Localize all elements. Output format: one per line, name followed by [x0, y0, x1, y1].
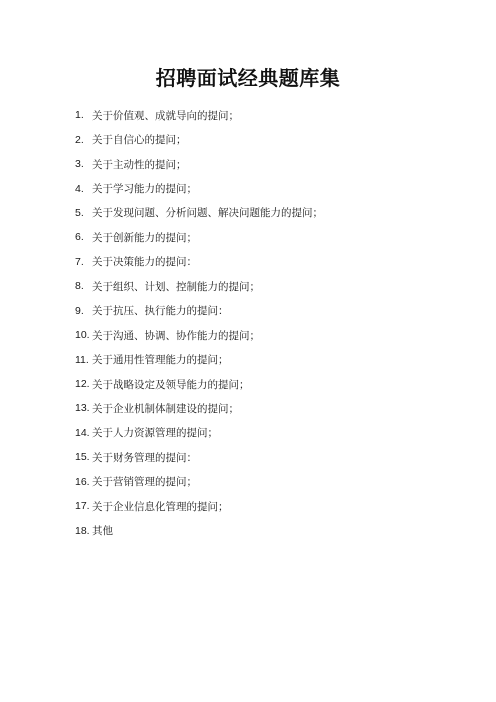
list-item	[75, 299, 455, 323]
item-text: 关于人力资源管理的提问；	[92, 427, 218, 440]
list-item	[75, 176, 455, 200]
item-number: 15.	[75, 451, 90, 464]
item-text: 其他	[92, 525, 113, 538]
item-number: 17.	[75, 500, 90, 513]
item-text: 关于抗压、执行能力的提问：	[92, 305, 229, 318]
item-number: 1.	[75, 109, 84, 122]
item-text: 关于组织、计划、控制能力的提问；	[92, 280, 260, 293]
item-text: 关于自信心的提问；	[92, 134, 187, 147]
item-text: 关于价值观、成就导向的提问；	[92, 109, 239, 122]
item-text: 关于企业信息化管理的提问；	[92, 500, 229, 513]
list-item	[75, 518, 455, 542]
list-item	[75, 494, 455, 518]
list-item	[75, 127, 455, 151]
item-number: 7.	[75, 255, 84, 268]
item-number: 18.	[75, 524, 90, 537]
list-item	[75, 201, 455, 225]
list-item	[75, 470, 455, 494]
list-item	[75, 421, 455, 445]
list-item	[75, 323, 455, 347]
list-item	[75, 445, 455, 469]
list-item	[75, 225, 455, 249]
item-text: 关于决策能力的提问：	[92, 256, 197, 269]
item-number: 9.	[75, 304, 84, 317]
item-text: 关于沟通、协调、协作能力的提问；	[92, 329, 260, 342]
page-title: 招聘面试经典题库集	[155, 66, 341, 90]
question-category-list	[75, 103, 455, 543]
item-text: 关于营销管理的提问；	[92, 476, 197, 489]
item-number: 13.	[75, 402, 90, 415]
item-number: 14.	[75, 426, 90, 439]
item-text: 关于通用性管理能力的提问；	[92, 354, 229, 367]
item-text: 关于企业机制体制建设的提问；	[92, 402, 239, 415]
list-item	[75, 372, 455, 396]
item-text: 关于发现问题、分析问题、解决问题能力的提问；	[92, 207, 323, 220]
item-text: 关于战略设定及领导能力的提问；	[92, 378, 250, 391]
item-number: 4.	[75, 182, 84, 195]
item-number: 2.	[75, 133, 84, 146]
item-number: 3.	[75, 158, 84, 171]
item-number: 16.	[75, 475, 90, 488]
item-number: 10.	[75, 329, 90, 342]
item-number: 11.	[75, 353, 89, 366]
list-item	[75, 274, 455, 298]
list-item	[75, 152, 455, 176]
list-item	[75, 103, 455, 127]
item-number: 8.	[75, 280, 84, 293]
item-text: 关于学习能力的提问；	[92, 183, 197, 196]
item-number: 12.	[75, 378, 90, 391]
item-text: 关于创新能力的提问；	[92, 231, 197, 244]
item-text: 关于财务管理的提问：	[92, 451, 197, 464]
list-item	[75, 250, 455, 274]
list-item	[75, 347, 455, 371]
list-item	[75, 396, 455, 420]
item-text: 关于主动性的提问；	[92, 158, 187, 171]
item-number: 6.	[75, 231, 84, 244]
item-number: 5.	[75, 206, 84, 219]
